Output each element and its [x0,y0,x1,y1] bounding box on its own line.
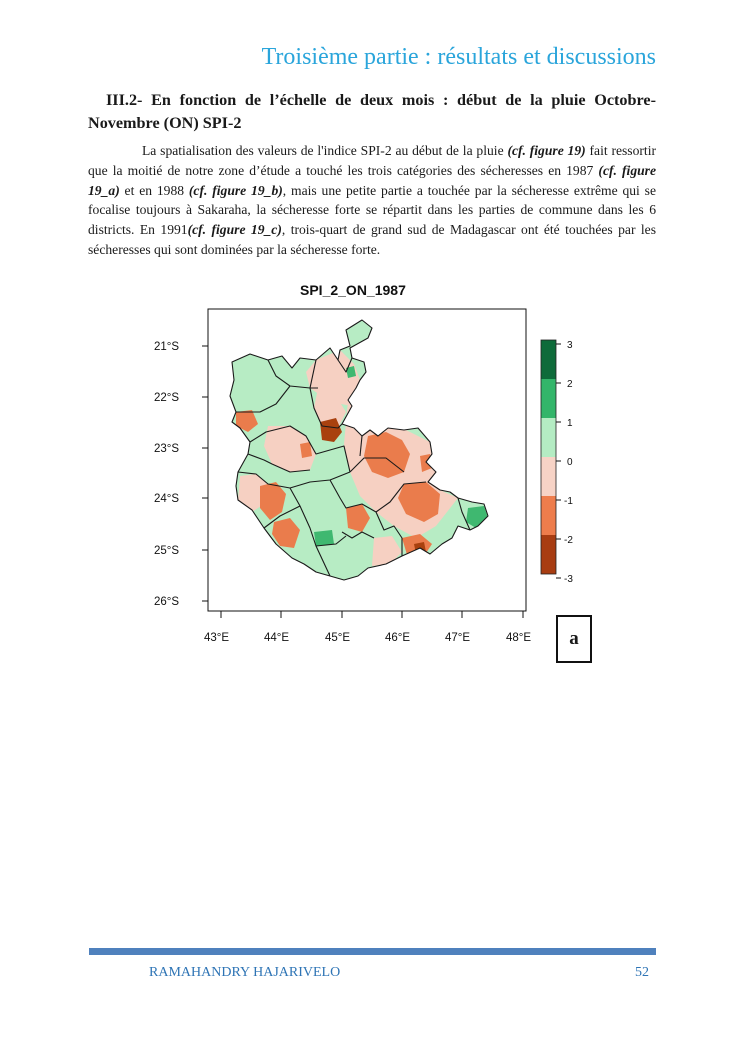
figure-ref: (cf. figure 19) [507,143,586,158]
x-tick-label: 43°E [204,632,230,644]
colorbar-label: 0 [567,457,573,468]
footer-rule [89,948,656,955]
colorbar-label: 1 [567,418,573,429]
x-tick-label: 45°E [325,632,351,644]
figure-ref: (cf. figure 19_c) [187,222,282,238]
figure-ref: (cf. figure 19_b) [188,182,283,198]
y-tick-label: 26°S [154,596,180,608]
panel-label: a [556,615,592,663]
figure-title: SPI_2_ON_1987 [300,282,406,298]
colorbar [541,340,573,585]
colorbar-segment [541,379,556,418]
y-tick-label: 23°S [154,443,180,455]
spi-map-figure [140,276,600,676]
para-text-5: , trois-quart de grand sud de Madagascar ont été touchées par les sécheresses qui sont dominées par la sécheresse forte. [88,222,656,257]
x-tick-label: 47°E [445,632,471,644]
x-tick-label: 44°E [264,632,290,644]
para-text-3: et en 1988 [119,182,189,198]
colorbar-label: -3 [564,574,573,585]
para-text-1: La spatialisation des valeurs de l'indice SPI-2 au début de la pluie [142,143,508,158]
x-tick-label: 48°E [506,632,532,644]
colorbar-segment [541,496,556,535]
y-tick-label: 21°S [154,341,180,353]
section-heading: III.2- En fonction de l’échelle de deux mois : début de la pluie Octobre-Novembre (ON) SPI-2 [88,91,656,132]
x-axis [221,611,523,618]
y-tick-label: 24°S [154,493,180,505]
section-header: Troisième partie : résultats et discussions [261,44,656,70]
colorbar-segment [541,457,556,496]
page-number: 52 [635,965,649,980]
body-paragraph [88,141,656,260]
footer-author: RAMAHANDRY HAJARIVELO [149,965,341,980]
colorbar-label: -1 [564,496,573,507]
colorbar-segment [541,418,556,457]
para-text-4: , mais une petite partie a touchée par la sécheresse extrême qui se focalise toujours à Sakaraha, la sécheresse forte se répartit dans les parties de commune dans les 6 districts. En 1991 [88,182,656,238]
colorbar-label: 2 [567,379,573,390]
colorbar-label: -2 [564,535,573,546]
figure-ref: (cf. figure 19_a) [88,162,656,198]
colorbar-segment [541,340,556,379]
x-tick-label: 46°E [385,632,411,644]
y-tick-label: 22°S [154,392,180,404]
colorbar-label: 3 [567,340,573,351]
y-axis [202,346,208,601]
para-text-2: fait ressortir que la moitié de notre zone d’étude a touché les trois catégories des sécheresses en 1987 [88,143,656,178]
y-tick-label: 25°S [154,545,180,557]
colorbar-segment [541,535,556,574]
